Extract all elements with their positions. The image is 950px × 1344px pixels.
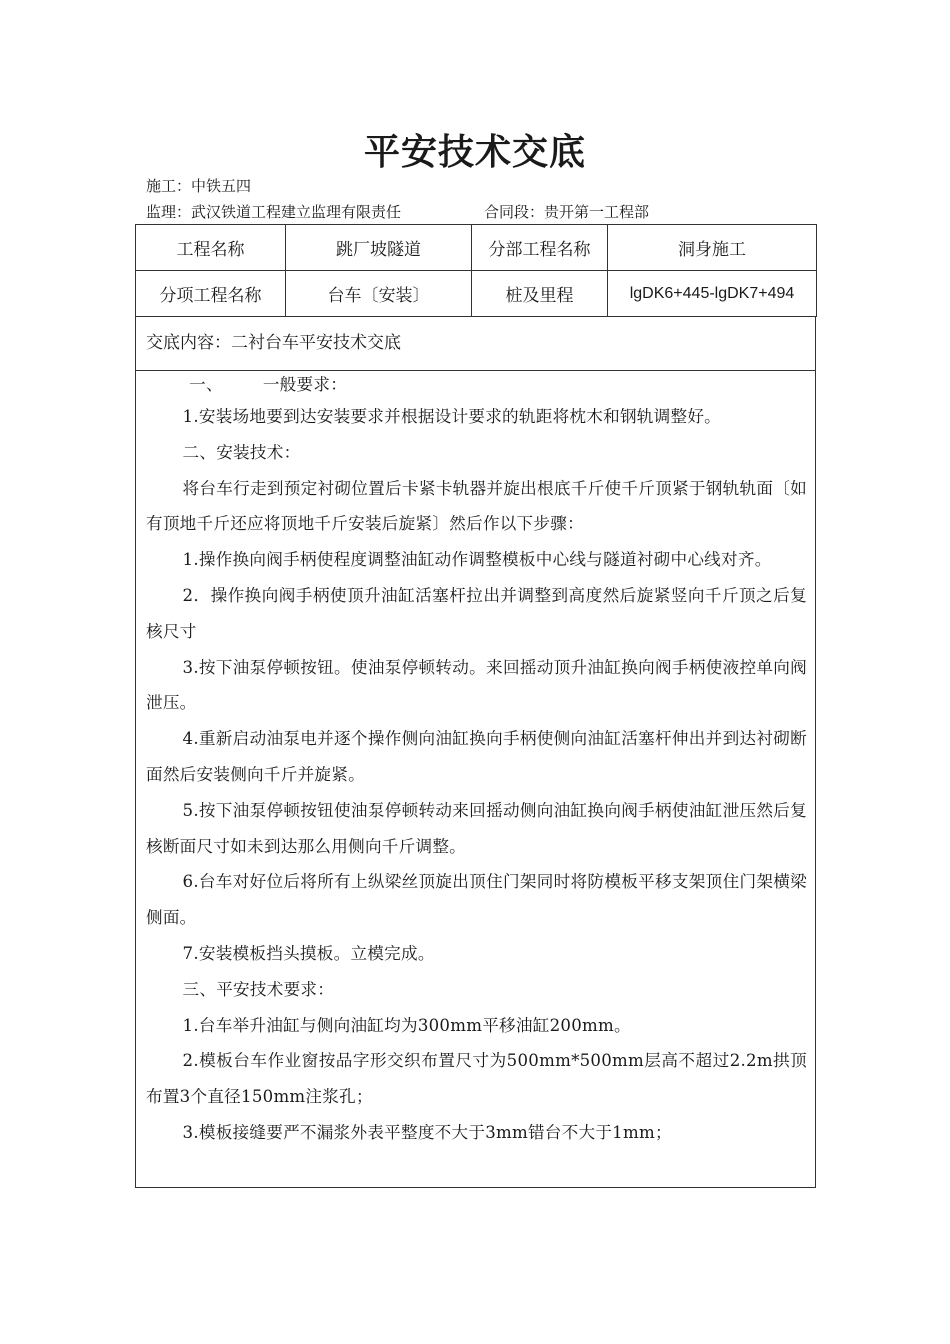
supervision-unit: 监理：武汉铁道工程建立监理有限责任 bbox=[146, 203, 402, 221]
paragraph: 4.重新启动油泵电并逐个操作侧向油缸换向手柄使侧向油缸活塞杆伸出并到达衬砌断面然后安装侧向千斤并旋紧。 bbox=[146, 729, 807, 784]
briefing-body bbox=[136, 371, 815, 1151]
paragraph: 5.按下油泵停顿按钮使油泵停顿转动来回摇动侧向油缸换向阀手柄使油缸泄压然后复核断面尺寸如未到达那么用侧向千斤调整。 bbox=[146, 800, 807, 856]
mileage-label: 桩及里程 bbox=[472, 271, 608, 317]
paragraph: 2.模板台车作业窗按品字形交织布置尺寸为500mm*500mm层高不超过2.2m拱顶布置3个直径150mm注浆孔； bbox=[146, 1051, 807, 1107]
section-heading: 二、安装技术： bbox=[182, 442, 301, 462]
paragraph: 7.安装模板挡头摸板。立模完成。 bbox=[182, 943, 435, 963]
subitem-label: 分项工程名称 bbox=[136, 271, 286, 317]
paragraph: 3.按下油泵停顿按钮。使油泵停顿转动。来回摇动顶升油缸换向阀手柄使液控单向阀泄压。 bbox=[146, 657, 807, 713]
paragraph: 1.安装场地要到达安装要求并根据设计要求的轨距将枕木和钢轨调整好。 bbox=[182, 407, 722, 426]
project-name-value: 跳厂坡隧道 bbox=[286, 225, 472, 271]
mileage-value: lgDK6+445-lgDK7+494 bbox=[608, 271, 817, 317]
table-row bbox=[136, 225, 817, 271]
paragraph: 1.台车举升油缸与侧向油缸均为300mm平移油缸200mm。 bbox=[182, 1015, 631, 1035]
table-row bbox=[136, 271, 817, 317]
supervision-line bbox=[146, 202, 650, 222]
subitem-value: 台车〔安装〕 bbox=[286, 271, 472, 317]
contract-section: 合同段：贵开第一工程部 bbox=[484, 203, 650, 221]
division-value: 洞身施工 bbox=[608, 225, 817, 271]
briefing-summary: 交底内容：二衬台车平安技术交底 bbox=[136, 316, 815, 371]
page-title: 平安技术交底 bbox=[363, 132, 586, 173]
paragraph: 1.操作换向阀手柄使程度调整油缸动作调整模板中心线与隧道衬砌中心线对齐。 bbox=[182, 550, 772, 570]
project-info-table bbox=[135, 224, 817, 317]
paragraph: 将台车行走到预定衬砌位置后卡紧卡轨器并旋出根底千斤使千斤顶紧于钢轨轨面〔如有顶地千斤还应将顶地千斤安装后旋紧〕然后作以下步骤： bbox=[146, 478, 807, 534]
section-title: 一般要求： bbox=[262, 375, 348, 394]
section-heading: 三、平安技术要求： bbox=[182, 979, 335, 999]
paragraph: 6.台车对好位后将所有上纵梁丝顶旋出顶住门架同时将防模板平移支架顶住门架横梁侧面。 bbox=[146, 872, 807, 928]
division-label: 分部工程名称 bbox=[472, 225, 608, 271]
content-box bbox=[135, 316, 816, 1188]
project-name-label: 工程名称 bbox=[136, 225, 286, 271]
construction-unit: 施工：中铁五四 bbox=[146, 177, 252, 195]
section-heading bbox=[146, 371, 807, 399]
paragraph: 2．操作换向阀手柄使顶升油缸活塞杆拉出并调整到高度然后旋紧竖向千斤顶之后复核尺寸 bbox=[146, 585, 807, 641]
paragraph: 3.模板接缝要严不漏浆外表平整度不大于3mm错台不大于1mm； bbox=[182, 1122, 672, 1142]
section-number: 一、 bbox=[189, 375, 223, 394]
